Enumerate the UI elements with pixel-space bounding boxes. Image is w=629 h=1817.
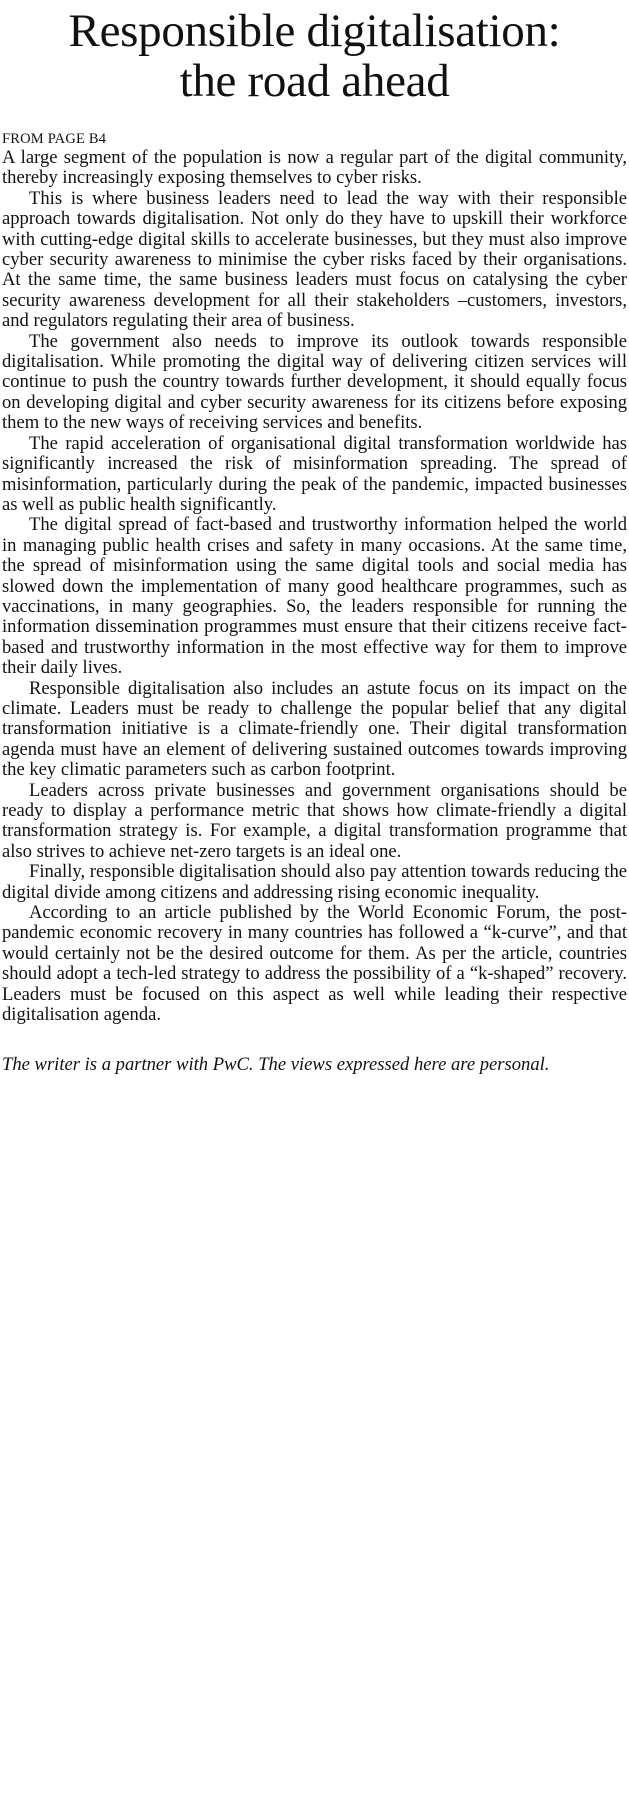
paragraph: Finally, responsible digitalisation should also pay attention towards reducing the digital divide among citizens and addressing rising economic inequality. [2, 861, 627, 903]
paragraph: The digital spread of fact-based and trustworthy information helped the world in managing public health crises and safety in many occasions. At the same time, the spread of misinformation using the same digital tools and social media has slowed down the implementation of many good healthcare programmes, such as vaccinations, in many geographies. So, the leaders responsible for running the information dissemination programmes must ensure that their citizens receive fact-based and trustworthy information in the most effective way for them to improve their daily lives. [2, 514, 627, 679]
paragraph: A large segment of the population is now a regular part of the digital community, thereby increasingly exposing themselves to cyber risks. [2, 147, 627, 189]
paragraph: The government also needs to improve its outlook towards responsible digitalisation. While promoting the digital way of delivering citizen services will continue to push the country towards further development, it should equally focus on developing digital and cyber security awareness for its citizens before exposing them to the new ways of receiving services and benefits. [2, 330, 627, 434]
paragraph: According to an article published by the World Economic Forum, the post-pandemic economic recovery in many countries has followed a “k-curve”, and that would certainly not be the desired outcome for them. As per the article, countries should adopt a tech-led strategy to address the possibility of a “k-shaped” recovery. Leaders must be focused on this aspect as well while leading their respective digitalisation agenda. [2, 902, 627, 1026]
author-byline: The writer is a partner with PwC. The views expressed here are personal. [2, 1054, 550, 1076]
headline-line-1: Responsible digitalisation: [68, 5, 561, 57]
paragraph: The rapid acceleration of organisational digital transformation worldwide has significantly increased the risk of misinformation spreading. The spread of misinformation, particularly during the peak of the pandemic, impacted businesses as well as public health significantly. [2, 432, 627, 515]
paragraph: This is where business leaders need to lead the way with their responsible approach towards digitalisation. Not only do they have to upskill their workforce with cutting-edge digital skills to accelerate businesses, but they must also improve cyber security awareness to minimise the cyber risks faced by their organisations. At the same time, the same business leaders must focus on catalysing the cyber security awareness development for all their stakeholders –customers, investors, and regulators regulating their area of business. [2, 187, 627, 332]
headline-line-2: the road ahead [179, 55, 450, 107]
article-body [2, 148, 627, 1025]
paragraph: Responsible digitalisation also includes an astute focus on its impact on the climate. Leaders must be ready to challenge the popular belief that any digital transformation initiative is a climate-friendly one. Their digital transformation agenda must have an element of delivering sustained outcomes towards improving the key climatic parameters such as carbon footprint. [2, 677, 627, 781]
headline [2, 6, 627, 106]
continued-from-label: FROM PAGE B4 [2, 131, 107, 147]
paragraph: Leaders across private businesses and government organisations should be ready to display a performance metric that shows how climate-friendly a digital transformation strategy is. For example, a digital transformation programme that also strives to achieve net-zero targets is an ideal one. [2, 779, 627, 862]
